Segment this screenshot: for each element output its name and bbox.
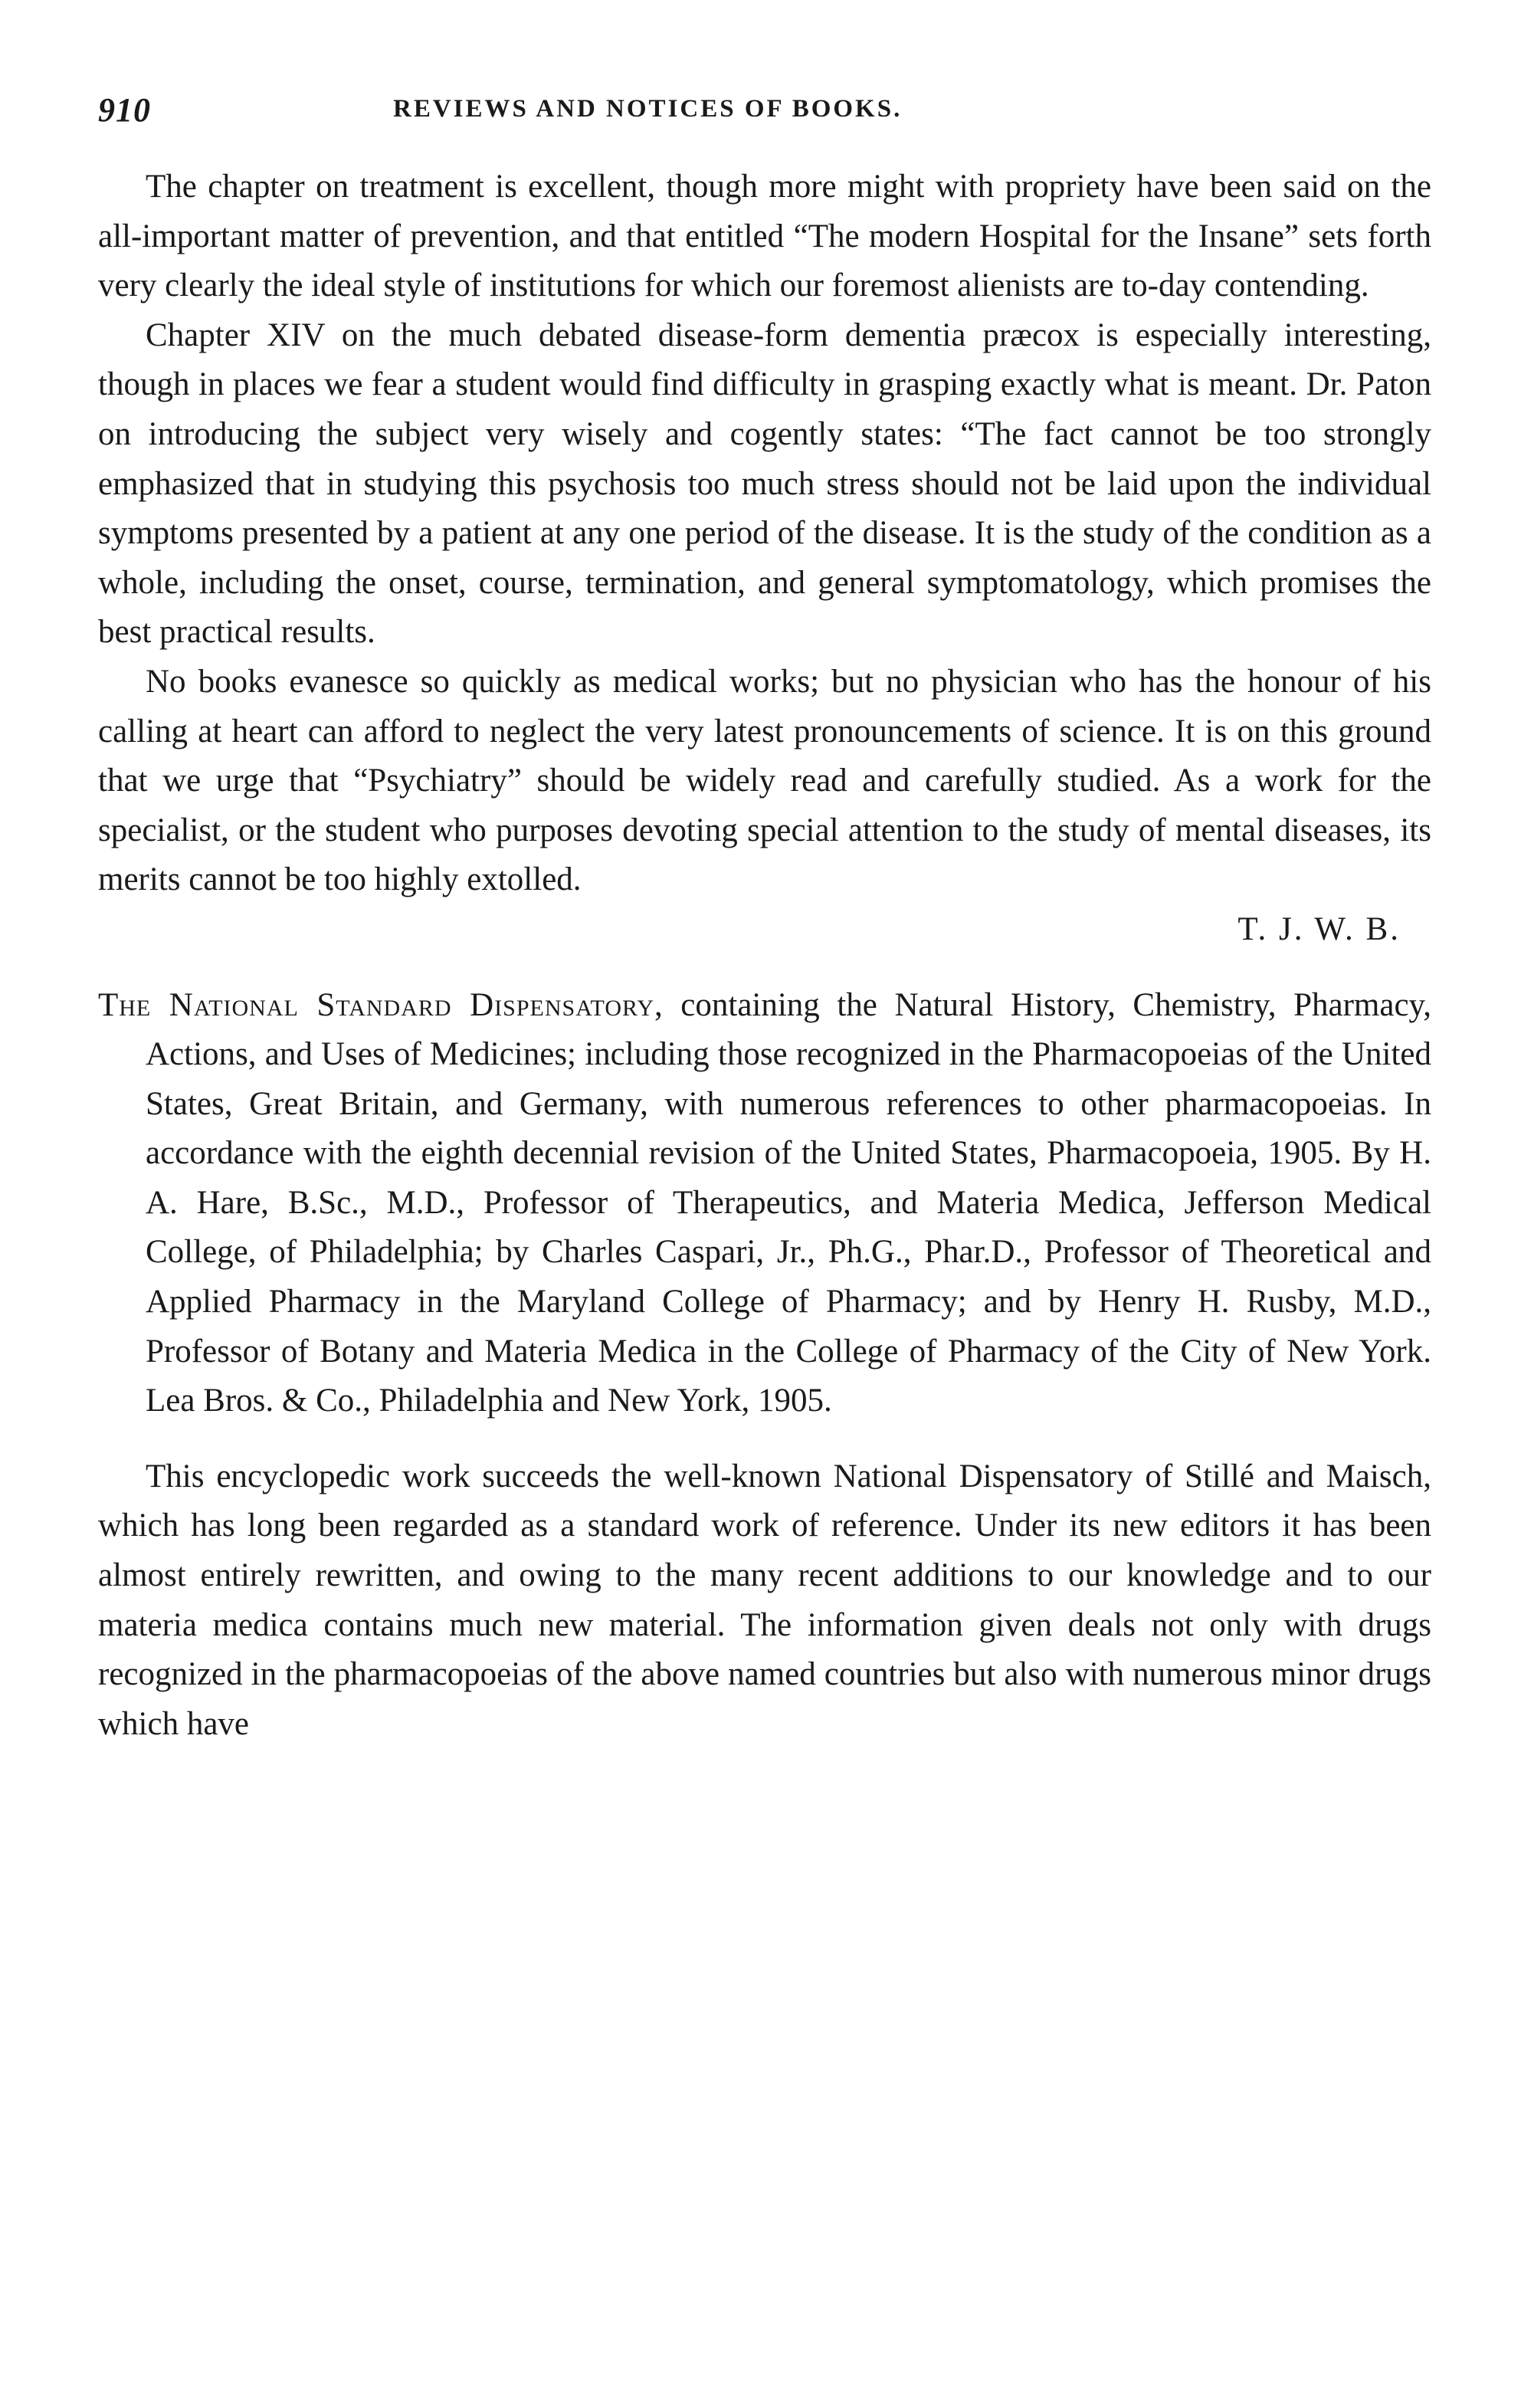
book-description: containing the Natural History, Chemistry, Pharmacy, Actions, and Uses of Medicines; including those recognized in the Pharmacopoeias of the United States, Great Britain, and Germany, with numerous references to other pharmacopoeias. In accordance with the eighth decennial revision of the United States, Pharmacopoeia, 1905. By H. A. Hare, B.Sc., M.D., Professor of Therapeutics, and Materia Medica, Jefferson Medical College, of Philadelphia; by Charles Caspari, Jr., Ph.G., Phar.D., Professor of Theoretical and Applied Pharmacy in the Maryland College of Pharmacy; and by Henry H. Rusby, M.D., Professor of Botany and Materia Medica in the College of Pharmacy of the City of New York. Lea Bros. & Co., Philadelphia and New York, 1905. [146, 986, 1431, 1419]
review2-paragraph-1: This encyclopedic work succeeds the well-known National Dispensatory of Stillé and Maisch, which has long been regarded as a standard work of reference. Under its new editors it has been almost entirely rewritten, and owing to the many recent additions to our knowledge and to our materia medica contains much new material. The information given deals not only with drugs recognized in the pharmacopoeias of the above named countries but also with numerous minor drugs which have [98, 1458, 1431, 1742]
review1-paragraph-3: No books evanesce so quickly as medical works; but no physician who has the honour of his calling at heart can afford to neglect the very latest pronouncements of science. It is on this ground that we urge that “Psychiatry” should be widely read and carefully studied. As a work for the specialist, or the student who purposes devoting special attention to the study of mental diseases, its merits cannot be too highly extolled. [98, 663, 1431, 898]
reviewer-initials: T. J. W. B. [1237, 910, 1401, 947]
running-title: REVIEWS AND NOTICES OF BOOKS. [393, 95, 903, 123]
book-title: The National Standard Dispensatory, [98, 986, 664, 1023]
book-entry [98, 981, 1431, 1426]
review1-paragraph-1: The chapter on treatment is excellent, though more might with propriety have been said on the all-important matter of prevention, and that entitled “The modern Hospital for the Insane” sets forth very clearly the ideal style of institutions for which our foremost alienists are to-day contending. [98, 169, 1431, 304]
running-head [98, 90, 1431, 136]
page-number: 910 [98, 91, 151, 129]
review1-signature-line [98, 905, 1431, 955]
review1-paragraph-2: Chapter XIV on the much debated disease-form dementia præcox is especially interesting, though in places we fear a student would find difficulty in grasping exactly what is meant. Dr. Paton on introducing the subject very wisely and cogently states: “The fact cannot be too strongly emphasized that in studying this psychosis too much stress should not be laid upon the individual symptoms presented by a patient at any one period of the disease. It is the study of the condition as a whole, including the onset, course, termination, and general symptomatology, which promises the best practical results. [98, 317, 1431, 651]
body-text [98, 162, 1431, 1749]
